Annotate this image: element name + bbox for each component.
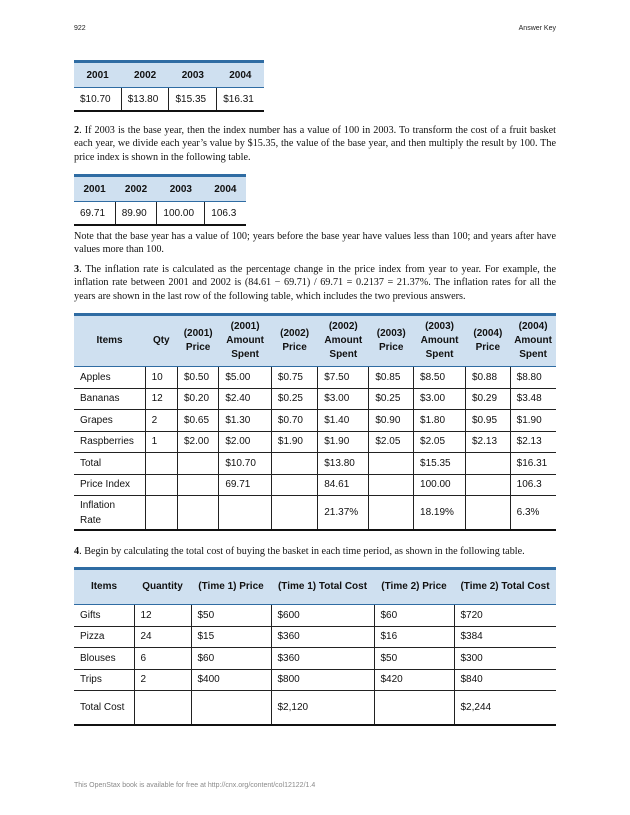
table-cell: Grapes <box>74 410 145 432</box>
table-cell: $300 <box>454 648 556 670</box>
table-cell: 106.3 <box>510 474 556 496</box>
answer-number: 4 <box>74 546 80 557</box>
table-cell: $2,120 <box>271 691 374 726</box>
header-cell: (Time 1) Total Cost <box>271 569 374 605</box>
table-cell: $60 <box>191 648 271 670</box>
table-cell: $0.75 <box>271 367 317 389</box>
table-cell: $720 <box>454 605 556 627</box>
table-cell <box>191 691 271 726</box>
table-cell: Bananas <box>74 388 145 410</box>
answer-number: 2 <box>74 125 80 136</box>
table-cell <box>369 496 414 531</box>
table-cell: $0.20 <box>177 388 218 410</box>
table-cell: $16.31 <box>217 88 264 112</box>
table-row <box>74 410 556 432</box>
table-cell: 6.3% <box>510 496 556 531</box>
table-cell: Gifts <box>74 605 134 627</box>
table-cell: 10 <box>145 367 177 389</box>
table-cell: $13.80 <box>121 88 169 112</box>
header-cell: Quantity <box>134 569 191 605</box>
page-footer: This OpenStax book is available for free at http://cnx.org/content/col12122/1.4 <box>74 782 316 789</box>
table-cell: Pizza <box>74 626 134 648</box>
table-cell: $0.90 <box>369 410 414 432</box>
table-cell: $3.00 <box>318 388 369 410</box>
table-cell: Blouses <box>74 648 134 670</box>
table-cell: 21.37% <box>318 496 369 531</box>
table-cell <box>177 496 218 531</box>
table-cell <box>219 496 272 531</box>
table-cell <box>177 453 218 475</box>
table-cell: 69.71 <box>219 474 272 496</box>
table-cell: $2.13 <box>466 431 511 453</box>
table-cell: $2.40 <box>219 388 272 410</box>
table-cell: $8.80 <box>510 367 556 389</box>
table-cell: 106.3 <box>205 202 246 226</box>
table-cell: $2,244 <box>454 691 556 726</box>
table-cell: $0.88 <box>466 367 511 389</box>
table-cell: $840 <box>454 669 556 691</box>
table-cell: $7.50 <box>318 367 369 389</box>
table-cell <box>374 691 454 726</box>
page-number: 922 <box>74 25 86 32</box>
header-cell: (2003) Price <box>369 315 414 367</box>
table-cell: $2.05 <box>369 431 414 453</box>
table-cell <box>466 496 511 531</box>
header-cell: (Time 2) Price <box>374 569 454 605</box>
header-cell: (2003) Amount Spent <box>414 315 466 367</box>
table-cell: $8.50 <box>414 367 466 389</box>
table-cell: $360 <box>271 626 374 648</box>
header-cell: Items <box>74 315 145 367</box>
header-cell: 2001 <box>74 62 121 88</box>
table-cell: $1.90 <box>318 431 369 453</box>
table-cell: $0.25 <box>271 388 317 410</box>
table-cell: 100.00 <box>157 202 205 226</box>
table-cell: $600 <box>271 605 374 627</box>
answer-text: . If 2003 is the base year, then the index number has a value of 100 in 2003. To transform the cost of a fruit basket each year, we divide each year’s value by $15.35, the value of the base year, and then multiply the result by 100. The price index is shown in the following table. <box>74 125 556 163</box>
table-cell: Inflation Rate <box>74 496 145 531</box>
header-cell: (2004) Price <box>466 315 511 367</box>
header-cell: (Time 2) Total Cost <box>454 569 556 605</box>
inflation-rate-table <box>74 313 556 531</box>
answer-number: 3 <box>74 264 80 275</box>
table-cell: Total <box>74 453 145 475</box>
table-row <box>74 648 556 670</box>
table-cell: Total Cost <box>74 691 134 726</box>
table-cell: 84.61 <box>318 474 369 496</box>
table-cell <box>134 691 191 726</box>
table-cell: $50 <box>191 605 271 627</box>
table-cell: $60 <box>374 605 454 627</box>
table-cell: $10.70 <box>219 453 272 475</box>
table-cell <box>271 496 317 531</box>
table-row <box>74 474 556 496</box>
table-cell: $15.35 <box>414 453 466 475</box>
table-cell: $3.48 <box>510 388 556 410</box>
base-year-note: Note that the base year has a value of 100; years before the base year have values less than 100; and years after have values more than 100. <box>74 231 556 256</box>
answer-text: . Begin by calculating the total cost of buying the basket in each time period, as shown in the following table. <box>79 546 525 557</box>
table-row <box>74 605 556 627</box>
table-cell: 2 <box>145 410 177 432</box>
table-cell: $0.25 <box>369 388 414 410</box>
table-cell: $3.00 <box>414 388 466 410</box>
table-cell: $800 <box>271 669 374 691</box>
fruit-basket-cost-table <box>74 60 264 112</box>
table-cell <box>145 496 177 531</box>
table-cell: $2.05 <box>414 431 466 453</box>
table-cell: $13.80 <box>318 453 369 475</box>
table-row <box>74 367 556 389</box>
header-cell: 2003 <box>157 176 205 202</box>
table-cell: Trips <box>74 669 134 691</box>
table-cell: $0.85 <box>369 367 414 389</box>
header-cell: 2004 <box>217 62 264 88</box>
table-row <box>74 691 556 726</box>
table-cell: $15.35 <box>169 88 217 112</box>
table-cell: $1.80 <box>414 410 466 432</box>
table-cell: $1.40 <box>318 410 369 432</box>
table-row <box>74 453 556 475</box>
table-row <box>74 626 556 648</box>
header-cell: (Time 1) Price <box>191 569 271 605</box>
header-cell: (2002) Price <box>271 315 317 367</box>
table-cell <box>177 474 218 496</box>
table-row <box>74 388 556 410</box>
section-title: Answer Key <box>518 25 556 32</box>
table-cell: $2.00 <box>177 431 218 453</box>
table-cell: Apples <box>74 367 145 389</box>
table-cell: $10.70 <box>74 88 121 112</box>
table-cell: Price Index <box>74 474 145 496</box>
table-cell: $360 <box>271 648 374 670</box>
table-cell: 100.00 <box>414 474 466 496</box>
table-cell <box>466 453 511 475</box>
table-cell <box>369 474 414 496</box>
price-index-table <box>74 174 246 226</box>
header-cell: 2001 <box>74 176 115 202</box>
header-cell: (2004) Amount Spent <box>510 315 556 367</box>
table-cell: $400 <box>191 669 271 691</box>
table-cell: $16.31 <box>510 453 556 475</box>
table-cell: $420 <box>374 669 454 691</box>
header-cell: 2002 <box>121 62 169 88</box>
basket-cost-table <box>74 567 556 726</box>
answer-2-paragraph <box>74 124 556 164</box>
table-row <box>74 431 556 453</box>
table-cell: Raspberries <box>74 431 145 453</box>
table-cell: $1.30 <box>219 410 272 432</box>
table-cell: 2 <box>134 669 191 691</box>
table-cell: 1 <box>145 431 177 453</box>
table-row <box>74 88 264 112</box>
table-row <box>74 496 556 531</box>
table-cell: $0.29 <box>466 388 511 410</box>
table-cell: $0.65 <box>177 410 218 432</box>
table-cell <box>271 474 317 496</box>
table-cell: $0.70 <box>271 410 317 432</box>
table-cell <box>466 474 511 496</box>
table-cell: $1.90 <box>271 431 317 453</box>
header-cell: Items <box>74 569 134 605</box>
header-cell: 2004 <box>205 176 246 202</box>
header-cell: (2001) Price <box>177 315 218 367</box>
header-cell: 2003 <box>169 62 217 88</box>
table-cell: 12 <box>134 605 191 627</box>
table-cell <box>145 474 177 496</box>
table-cell: $0.95 <box>466 410 511 432</box>
table-cell: $1.90 <box>510 410 556 432</box>
table-cell: $2.00 <box>219 431 272 453</box>
table-cell: 69.71 <box>74 202 115 226</box>
table-cell: $5.00 <box>219 367 272 389</box>
table-cell: $50 <box>374 648 454 670</box>
table-cell: $384 <box>454 626 556 648</box>
header-cell: Qty <box>145 315 177 367</box>
header-cell: 2002 <box>115 176 157 202</box>
answer-3-paragraph <box>74 263 556 303</box>
table-cell: 6 <box>134 648 191 670</box>
table-row <box>74 669 556 691</box>
table-cell: $16 <box>374 626 454 648</box>
table-cell: $15 <box>191 626 271 648</box>
header-cell: (2002) Amount Spent <box>318 315 369 367</box>
table-row <box>74 202 246 226</box>
header-cell: (2001) Amount Spent <box>219 315 272 367</box>
table-cell <box>271 453 317 475</box>
table-cell: 18.19% <box>414 496 466 531</box>
answer-4-paragraph <box>74 545 556 558</box>
table-cell: 12 <box>145 388 177 410</box>
answer-text: . The inflation rate is calculated as the percentage change in the price index from year to year. For example, the inflation rate between 2001 and 2002 is (84.61 − 69.71) / 69.71 = 0.2137 = 21.37%. The inflation rates for all the years are shown in the last row of the following table, which includes the two previous answers. <box>74 264 556 302</box>
table-cell: 24 <box>134 626 191 648</box>
table-cell <box>145 453 177 475</box>
table-cell: $2.13 <box>510 431 556 453</box>
table-cell: $0.50 <box>177 367 218 389</box>
table-cell <box>369 453 414 475</box>
table-cell: 89.90 <box>115 202 157 226</box>
